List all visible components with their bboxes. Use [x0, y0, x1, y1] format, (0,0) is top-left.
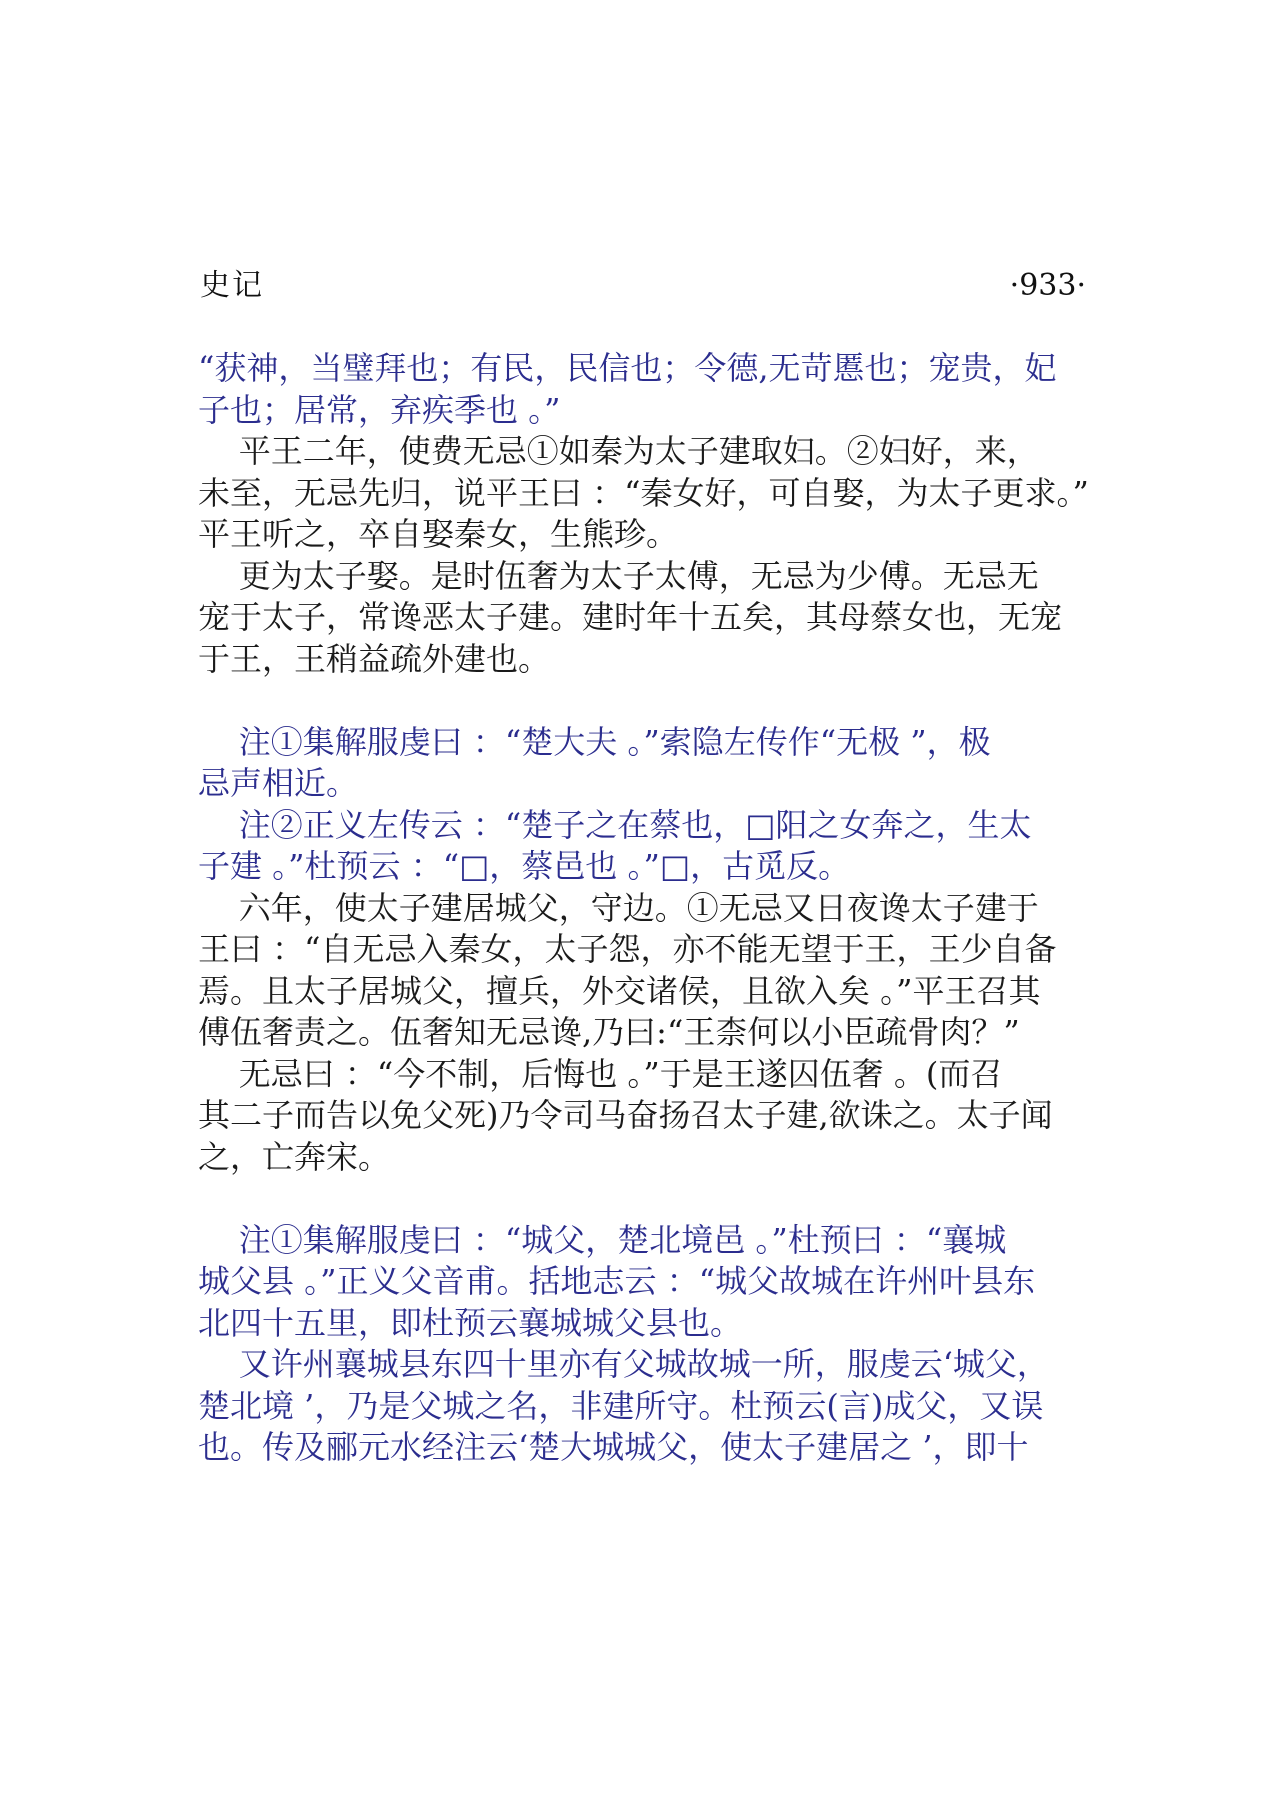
- text-line: “获神，当璧拜也；有民，民信也；令德,无苛慝也；宠贵，妃: [198, 349, 1057, 387]
- annotation-paragraph: [198, 1344, 1088, 1469]
- text-line: 也。传及郦元水经注云‘楚大城城父，使太子建居之 ’，即十: [198, 1428, 1029, 1466]
- text-line: 其二子而告以免父死)乃令司马奋扬召太子建,欲诛之。太子闻: [198, 1096, 1053, 1134]
- text-line: 城父县 。”正义父音甫。括地志云 ：“城父故城在许州叶县东: [198, 1262, 1036, 1300]
- page-body: [198, 348, 1088, 1469]
- text-line: 又许州襄城县东四十里亦有父城故城一所，服虔云‘城父，: [198, 1345, 1049, 1383]
- text-line: 子也；居常，弃疾季也 。”: [198, 390, 561, 429]
- main-paragraph: [198, 556, 1088, 681]
- text-line: 无忌曰 ：“今不制，后悔也 。”于是王遂囚伍奢 。(而召: [198, 1054, 1003, 1093]
- annotation-paragraph: [198, 1220, 1088, 1345]
- text-line: 注①集解服虔曰 ：“楚大夫 。”索隐左传作“无极 ”，极: [198, 722, 991, 761]
- main-paragraph: [198, 431, 1088, 556]
- text-line: 注①集解服虔曰 ：“城父，楚北境邑 。”杜预曰 ：“襄城: [198, 1220, 1007, 1259]
- text-line: 未至，无忌先归，说平王曰 ：“秦女好，可自娶，为太子更求。”: [198, 473, 1089, 512]
- annotation-paragraph: [198, 722, 1088, 805]
- text-line: 平王听之，卒自娶秦女，生熊珍。: [198, 515, 679, 553]
- text-line: 王曰 ：“自无忌入秦女，太子怨，亦不能无望于王，王少自备: [198, 930, 1057, 968]
- text-line: 子建 。”杜预云 ：“□，蔡邑也 。”□，古觅反。: [198, 847, 851, 885]
- text-line: 宠于太子，常谗恶太子建。建时年十五矣，其母蔡女也，无宠: [198, 598, 1063, 636]
- paragraph-spacer: [198, 680, 1088, 722]
- page-header: [200, 264, 1086, 308]
- paragraph-spacer: [198, 1178, 1088, 1220]
- main-paragraph: [198, 1054, 1088, 1179]
- book-title: 史记: [200, 268, 264, 303]
- text-line: 更为太子娶。是时伍奢为太子太傅，无忌为少傅。无忌无: [198, 556, 1039, 595]
- text-line: 北四十五里，即杜预云襄城城父县也。: [198, 1303, 743, 1342]
- text-line: 之，亡奔宋。: [198, 1137, 391, 1176]
- text-line: 平王二年，使费无忌①如秦为太子建取妇。②妇好，来，: [198, 432, 1039, 470]
- annotation-paragraph: [198, 805, 1088, 888]
- page-number: ·933·: [1009, 268, 1086, 303]
- text-line: 六年，使太子建居城父，守边。①无忌又日夜谗太子建于: [198, 888, 1039, 927]
- annotation-paragraph: [198, 348, 1088, 431]
- text-line: 注②正义左传云 ：“楚子之在蔡也，□阳之女奔之，生太: [198, 805, 1032, 844]
- text-line: 傅伍奢责之。伍奢知无忌谗,乃曰:“王柰何以小臣疏骨肉？”: [198, 1013, 1020, 1051]
- text-line: 焉。且太子居城父，擅兵，外交诸侯，且欲入矣 。”平王召其: [198, 971, 1041, 1010]
- text-line: 于王，王稍益疏外建也。: [198, 639, 551, 678]
- main-paragraph: [198, 888, 1088, 1054]
- text-line: 忌声相近。: [198, 764, 359, 802]
- text-line: 楚北境 ’，乃是父城之名，非建所守。杜预云(言)成父，又误: [198, 1386, 1044, 1425]
